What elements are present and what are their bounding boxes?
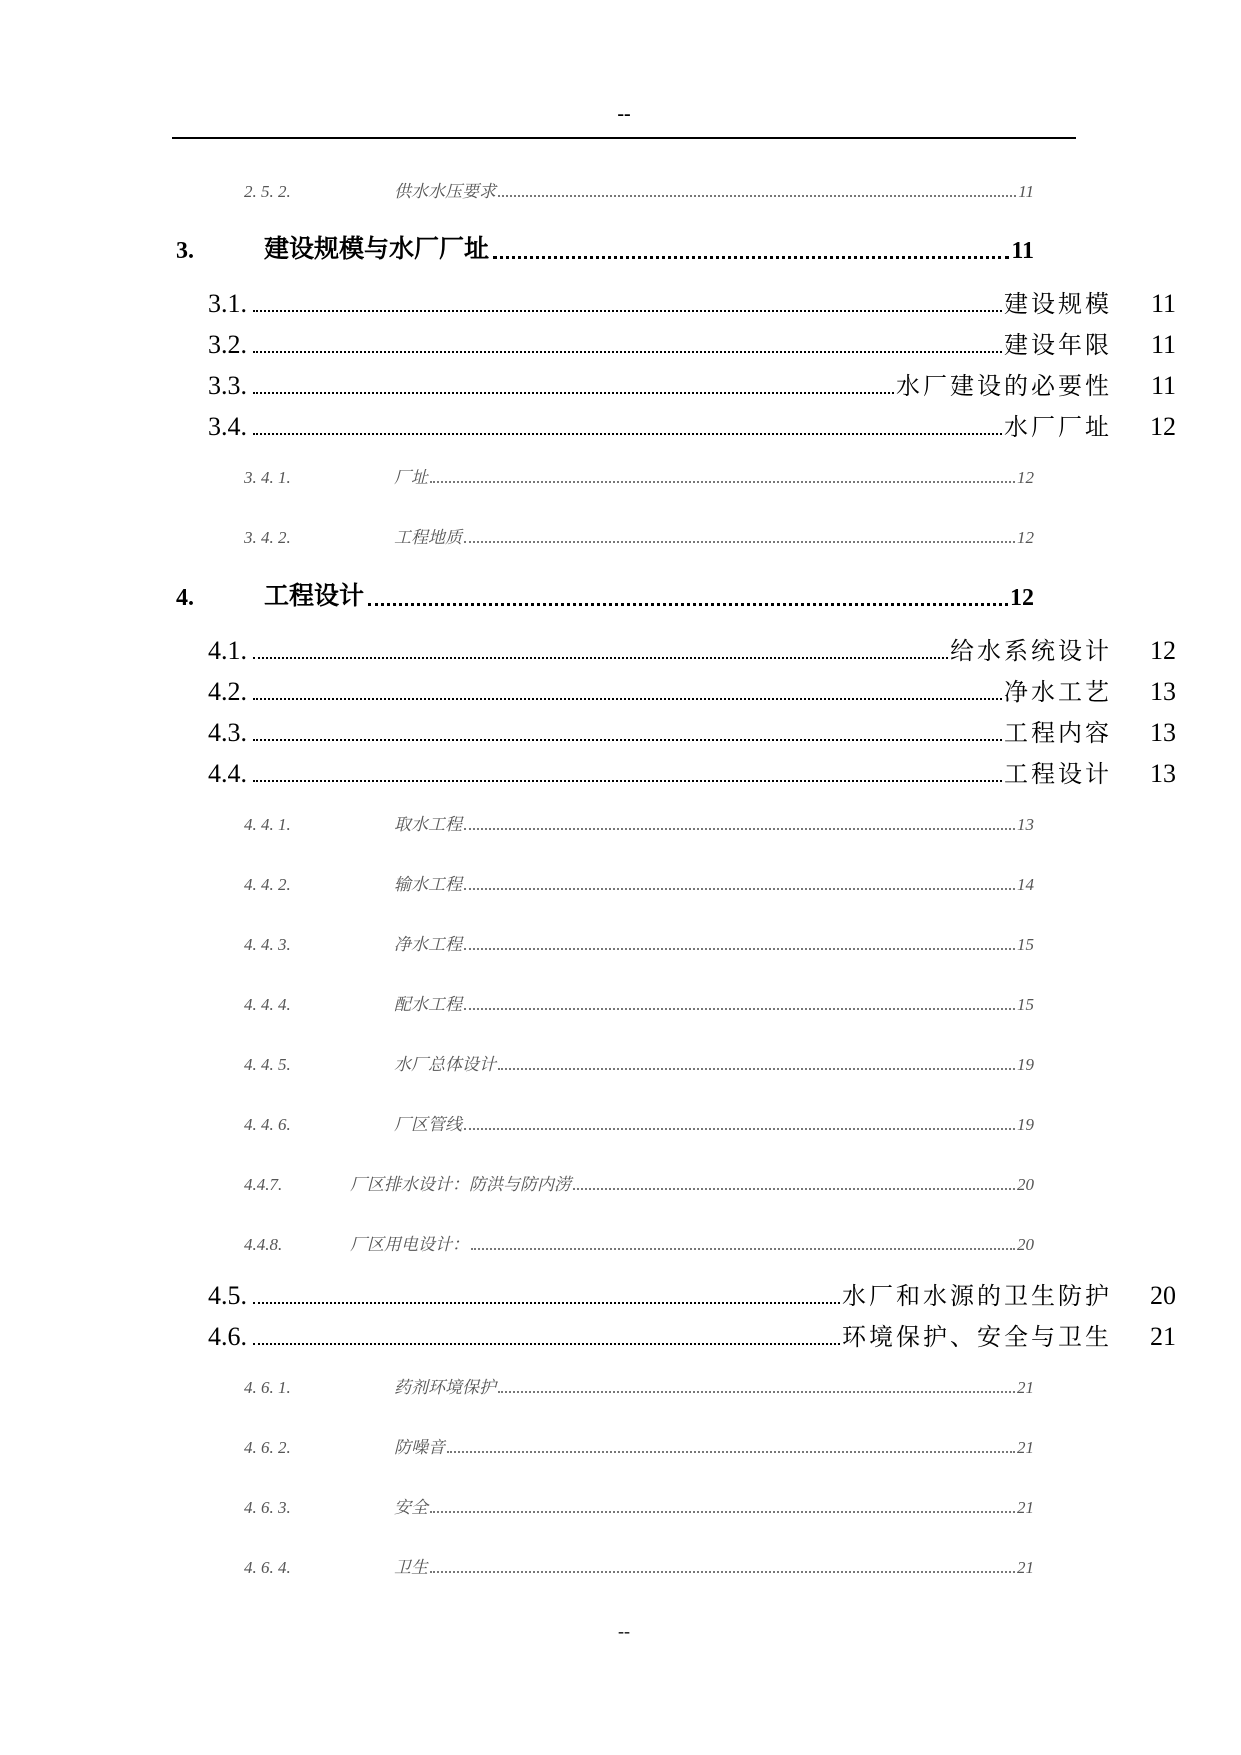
toc-number: 4. 4. 6. (244, 1115, 291, 1134)
toc-leader (253, 433, 1002, 435)
toc-title: 水厂总体设计 (394, 1055, 496, 1074)
toc-title: 卫生 (394, 1558, 428, 1577)
toc-leader (493, 256, 1009, 259)
toc-page: 19 (1017, 1115, 1034, 1134)
toc-page: 13 (1150, 759, 1176, 788)
toc-title: 水厂厂址 (1004, 413, 1112, 441)
toc-entry-4-6-3[interactable] (244, 1492, 1034, 1518)
toc-number: 4.3. (208, 718, 247, 747)
toc-page: 12 (1150, 636, 1176, 665)
toc-leader (253, 780, 1002, 782)
toc-leader (368, 603, 1008, 606)
toc-number: 4. 6. 2. (244, 1438, 291, 1457)
toc-page: 11 (1011, 238, 1034, 264)
toc-entry-4-4-8[interactable] (244, 1229, 1034, 1255)
toc-leader (498, 1068, 1015, 1070)
toc-number: 3. 4. 1. (244, 468, 291, 487)
toc-entry-4-6-2[interactable] (244, 1432, 1034, 1458)
toc-title: 工程设计 (1004, 760, 1112, 788)
toc-page: 13 (1017, 815, 1034, 834)
toc-number: 3. (176, 238, 194, 264)
toc-page: 11 (1150, 371, 1176, 400)
toc-title: 给水系统设计 (950, 637, 1112, 665)
toc-number: 4.5. (208, 1281, 247, 1310)
toc-leader (464, 888, 1015, 890)
toc-entry-4-1[interactable] (208, 630, 1176, 666)
header-mark: -- (617, 103, 631, 125)
toc-title: 配水工程 (394, 995, 462, 1014)
toc-leader (447, 1451, 1015, 1453)
footer-mark: -- (618, 1621, 630, 1641)
toc-entry-4[interactable] (176, 578, 1034, 612)
toc-number: 4.4.8. (244, 1235, 283, 1254)
toc-title: 净水工艺 (1004, 678, 1112, 706)
toc-page: 15 (1017, 995, 1034, 1014)
toc-leader (471, 1248, 1015, 1250)
toc-number: 4. 4. 2. (244, 875, 291, 894)
toc-leader (253, 392, 894, 394)
toc-title: 净水工程 (394, 935, 462, 954)
toc-page: 12 (1150, 412, 1176, 441)
toc-leader (464, 1128, 1015, 1130)
toc-leader (253, 657, 948, 659)
toc-page: 12 (1017, 528, 1034, 547)
toc-page: 12 (1017, 468, 1034, 487)
toc-entry-4-4[interactable] (208, 753, 1176, 789)
toc-title: 建设年限 (1004, 331, 1112, 359)
toc-number: 4.6. (208, 1322, 247, 1351)
toc-title: 防噪音 (394, 1438, 445, 1457)
toc-number: 4. 6. 3. (244, 1498, 291, 1517)
toc-entry-4-6-4[interactable] (244, 1552, 1034, 1578)
toc-page: 14 (1017, 875, 1034, 894)
toc-title: 厂址 (394, 468, 428, 487)
toc-leader (464, 828, 1015, 830)
toc-entry-3-4[interactable] (208, 406, 1176, 442)
toc-entry-4-4-5[interactable] (244, 1049, 1034, 1075)
toc-title: 建设规模 (1004, 290, 1112, 318)
toc-page: 21 (1017, 1558, 1034, 1577)
toc-leader (498, 1391, 1015, 1393)
toc-number: 3.3. (208, 371, 247, 400)
toc-leader (253, 1302, 840, 1304)
toc-number: 4. 6. 4. (244, 1558, 291, 1577)
toc-title: 工程内容 (1004, 719, 1112, 747)
toc-page: 15 (1017, 935, 1034, 954)
toc-number: 4.2. (208, 677, 247, 706)
toc-page: 20 (1017, 1175, 1034, 1194)
toc-entry-3-4-2[interactable] (244, 522, 1034, 548)
toc-number: 4. 4. 3. (244, 935, 291, 954)
toc-number: 4.4. (208, 759, 247, 788)
header-rule (172, 137, 1076, 139)
toc-number: 4. 4. 1. (244, 815, 291, 834)
toc-number: 3. 4. 2. (244, 528, 291, 547)
toc-title: 安全 (394, 1498, 428, 1517)
toc-number: 4. (176, 585, 194, 611)
toc-page: 20 (1150, 1281, 1176, 1310)
toc-number: 3.4. (208, 412, 247, 441)
toc-entry-3[interactable] (176, 231, 1034, 265)
toc-title: 厂区用电设计： (350, 1235, 469, 1254)
toc-number: 4. 4. 4. (244, 995, 291, 1014)
toc-entry-4-4-6[interactable] (244, 1109, 1034, 1135)
toc-leader (464, 1008, 1015, 1010)
toc-entry-4-5[interactable] (208, 1275, 1176, 1311)
toc-leader (498, 195, 1016, 197)
toc-page: 11 (1150, 330, 1176, 359)
toc-leader (253, 698, 1002, 700)
toc-page: 21 (1017, 1378, 1034, 1397)
toc-leader (253, 1343, 840, 1345)
toc-leader (430, 1511, 1015, 1513)
toc-number: 3.1. (208, 289, 247, 318)
toc-entry-4-2[interactable] (208, 671, 1176, 707)
toc-title: 药剂环境保护 (394, 1378, 496, 1397)
toc-entry-3-2[interactable] (208, 324, 1176, 360)
toc-title: 取水工程 (394, 815, 462, 834)
toc-title: 工程设计 (264, 581, 365, 610)
toc-title: 厂区管线 (394, 1115, 462, 1134)
toc-leader (253, 310, 1002, 312)
toc-number: 4.4.7. (244, 1175, 283, 1194)
toc-entry-2-5-2[interactable] (244, 176, 1034, 202)
toc-entry-4-6-1[interactable] (244, 1372, 1034, 1398)
toc-leader (253, 351, 1002, 353)
toc-page: 13 (1150, 677, 1176, 706)
toc-number: 2. 5. 2. (244, 182, 291, 201)
toc-title: 水厂和水源的卫生防护 (842, 1282, 1112, 1310)
toc-leader (464, 541, 1015, 543)
toc-entry-4-4-1[interactable] (244, 809, 1034, 835)
toc-entry-4-6[interactable] (208, 1316, 1176, 1352)
toc-number: 4. 6. 1. (244, 1378, 291, 1397)
toc-leader (253, 739, 1002, 741)
toc-entry-3-1[interactable] (208, 283, 1176, 319)
toc-page: 20 (1017, 1235, 1034, 1254)
toc-title: 厂区排水设计：防洪与防内涝 (350, 1175, 571, 1194)
toc-leader (430, 1571, 1015, 1573)
toc-number: 4. 4. 5. (244, 1055, 291, 1074)
toc-page: 11 (1150, 289, 1176, 318)
toc-page: 11 (1018, 182, 1034, 201)
toc-entry-3-3[interactable] (208, 365, 1176, 401)
toc-title: 工程地质 (394, 528, 462, 547)
toc-leader (464, 948, 1015, 950)
toc-leader (430, 481, 1015, 483)
toc-page: 12 (1010, 585, 1034, 611)
toc-leader (573, 1188, 1015, 1190)
toc-title: 供水水压要求 (394, 182, 496, 201)
toc-page: 21 (1017, 1498, 1034, 1517)
toc-number: 3.2. (208, 330, 247, 359)
toc-title: 输水工程 (394, 875, 462, 894)
toc-page: 19 (1017, 1055, 1034, 1074)
toc-page: 21 (1017, 1438, 1034, 1457)
toc-entry-4-3[interactable] (208, 712, 1176, 748)
toc-title: 水厂建设的必要性 (896, 372, 1112, 400)
toc-entry-4-4-2[interactable] (244, 869, 1034, 895)
toc-entry-4-4-4[interactable] (244, 989, 1034, 1015)
toc-page: 13 (1150, 718, 1176, 747)
toc-title: 环境保护、安全与卫生 (842, 1323, 1112, 1351)
toc-entry-3-4-1[interactable] (244, 462, 1034, 488)
toc-entry-4-4-3[interactable] (244, 929, 1034, 955)
toc-number: 4.1. (208, 636, 247, 665)
toc-page: 21 (1150, 1322, 1176, 1351)
toc-title: 建设规模与水厂厂址 (264, 234, 490, 263)
toc-entry-4-4-7[interactable] (244, 1169, 1034, 1195)
